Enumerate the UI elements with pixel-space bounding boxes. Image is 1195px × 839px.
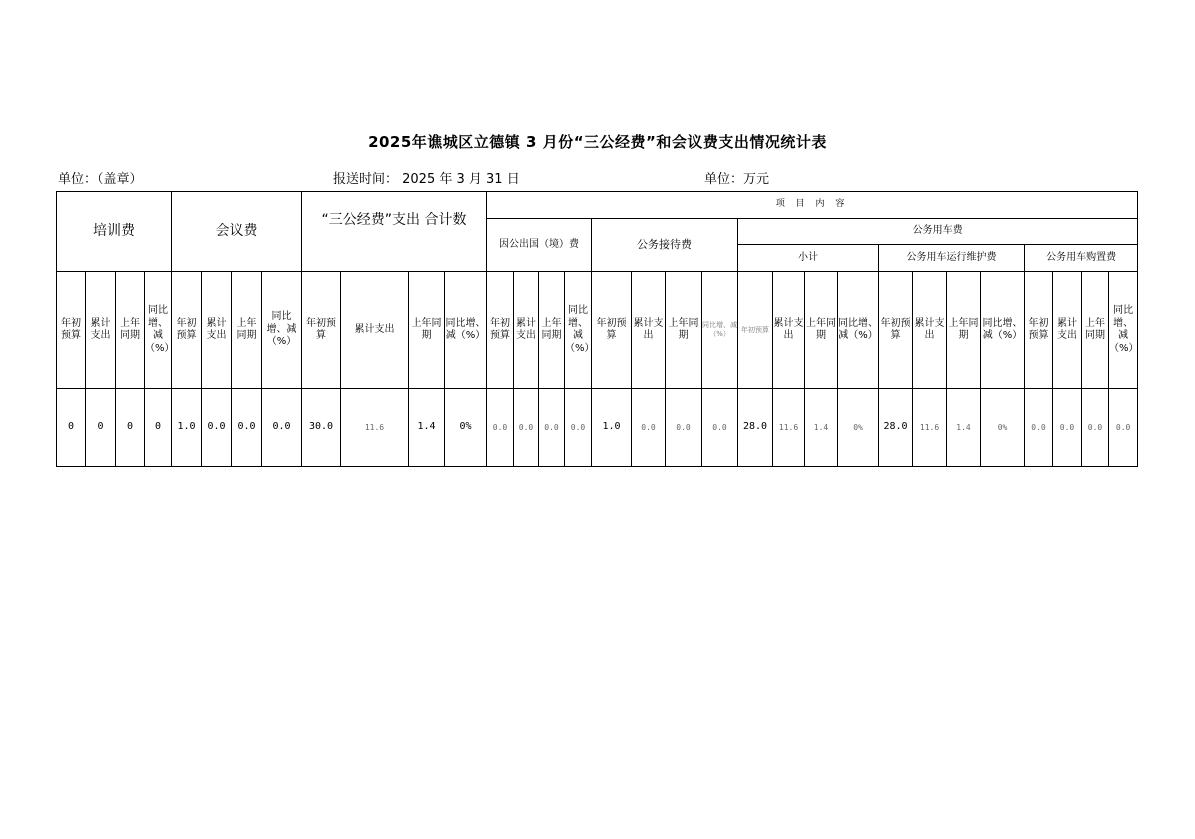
value-cell: 0.0 [1082,389,1109,467]
sub-header: 同比增、减（%） [565,272,592,389]
unit-label: 单位：万元 [704,172,770,187]
sub-header: 同比增、减（%） [262,272,302,389]
sub-header: 累计支出 [341,272,409,389]
table-row [57,389,1138,467]
sub-header: 同比增、减（%） [445,272,487,389]
value-cell: 0 [86,389,116,467]
sub-header: 年初预算 [487,272,514,389]
value-cell: 0.0 [702,389,738,467]
header-vehicle-maint: 公务用车运行维护费 [879,245,1025,272]
header-meeting: 会议费 [172,192,302,272]
header-abroad: 因公出国（境）费 [487,219,592,272]
header-sangong-total: “三公经费”支出 合计数 [302,192,487,272]
sub-header: 年初预算 [57,272,86,389]
sub-header: 年初预算 [879,272,913,389]
sub-header: 累计支出 [86,272,116,389]
value-cell: 0% [445,389,487,467]
value-cell: 11.6 [341,389,409,467]
sub-header: 同比增、减（%） [145,272,172,389]
value-cell: 0.0 [514,389,539,467]
sub-header: 上年同期 [232,272,262,389]
header-reception: 公务接待费 [592,219,738,272]
sub-header: 上年同期 [666,272,702,389]
value-cell: 11.6 [913,389,947,467]
sub-header: 同比增、减（%） [1109,272,1138,389]
sub-header: 累计支出 [773,272,805,389]
sub-header: 累计支出 [514,272,539,389]
sub-header: 上年同期 [539,272,565,389]
sub-header: 累计支出 [1053,272,1082,389]
value-cell: 0.0 [565,389,592,467]
value-cell: 1.4 [409,389,445,467]
value-cell: 0.0 [262,389,302,467]
sub-header: 累计支出 [632,272,666,389]
value-cell: 0.0 [1025,389,1053,467]
sub-header: 上年同期 [409,272,445,389]
value-cell: 0.0 [487,389,514,467]
sub-header: 上年同期 [805,272,838,389]
sub-header: 同比增、减（%） [981,272,1025,389]
sub-header: 年初预算 [172,272,202,389]
header-subtotal: 小计 [738,245,879,272]
value-cell: 0 [145,389,172,467]
value-cell: 0 [116,389,145,467]
value-cell: 0.0 [1109,389,1138,467]
sub-header: 上年同期 [116,272,145,389]
value-cell: 0.0 [202,389,232,467]
sub-header: 年初预算 [1025,272,1053,389]
value-cell: 30.0 [302,389,341,467]
value-cell: 28.0 [879,389,913,467]
expense-table [56,191,1138,467]
value-cell: 0% [838,389,879,467]
header-project-content: 项 目 内 容 [487,192,1138,219]
value-cell: 0.0 [632,389,666,467]
header-training: 培训费 [57,192,172,272]
unit-stamp-label: 单位：（盖章） [58,172,143,187]
sub-header: 上年同期 [947,272,981,389]
header-vehicle-purchase: 公务用车购置费 [1025,245,1138,272]
report-time: 报送时间： 2025 年 3 月 31 日 [333,172,520,187]
sub-header: 同比增、减（%） [838,272,879,389]
sub-header: 上年同期 [1082,272,1109,389]
header-vehicle: 公务用车费 [738,219,1138,245]
sub-header: 年初预算 [592,272,632,389]
sub-header: 年初预算 [302,272,341,389]
sub-header: 年初预算 [738,272,773,389]
value-cell: 0.0 [666,389,702,467]
value-cell: 28.0 [738,389,773,467]
value-cell: 0 [57,389,86,467]
page-title: 2025年谯城区立德镇 3 月份“三公经费”和会议费支出情况统计表 [368,133,827,151]
value-cell: 1.0 [172,389,202,467]
sub-header: 累计支出 [913,272,947,389]
value-cell: 11.6 [773,389,805,467]
value-cell: 1.4 [805,389,838,467]
value-cell: 0.0 [1053,389,1082,467]
sub-header: 同比增、减（%） [702,272,738,389]
sub-header: 累计支出 [202,272,232,389]
value-cell: 1.0 [592,389,632,467]
value-cell: 0% [981,389,1025,467]
value-cell: 0.0 [232,389,262,467]
value-cell: 0.0 [539,389,565,467]
value-cell: 1.4 [947,389,981,467]
